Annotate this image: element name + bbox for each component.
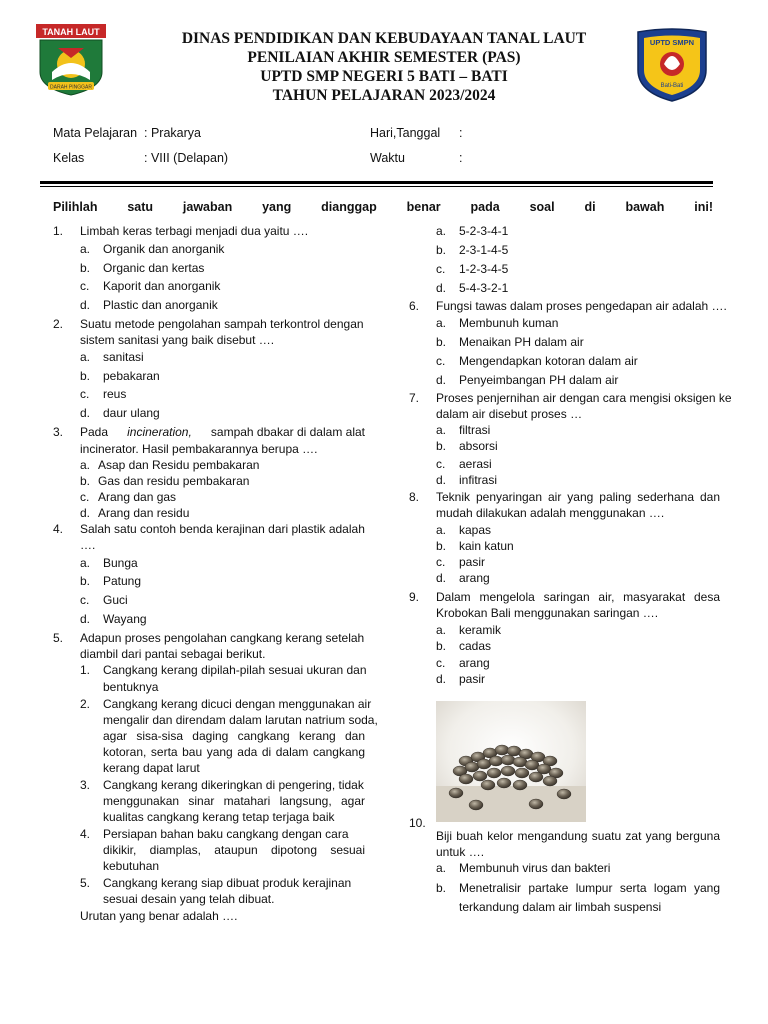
q7-line-2: dalam air disebut proses … xyxy=(436,407,583,421)
q8-line-1: Teknik penyaringan air yang paling sederhana dan xyxy=(436,490,720,504)
q7-number: 7. xyxy=(409,391,420,405)
q3-line-2: incinerator. Hasil pembakarannya berupa …. xyxy=(80,442,318,456)
header-line-4: TAHUN PELAJARAN 2023/2024 xyxy=(272,87,496,104)
q5-opt-d: 5-4-3-2-1 xyxy=(459,281,509,295)
q2-opt-a-letter: a. xyxy=(80,350,91,364)
q10-opt-b-line-2: terkandung dalam air limbah suspensi xyxy=(459,900,662,914)
logo-left-ribbon: DARAH PINGGAR xyxy=(50,84,92,91)
q5-step-2-line-2: mengalir dan direndam dalam larutan natrium soda, xyxy=(103,713,378,727)
q5-opt-a-letter: a. xyxy=(436,224,447,238)
q4-opt-b: Patung xyxy=(103,574,142,588)
q2-opt-c: reus xyxy=(103,387,127,401)
q3-opt-a-letter: a. xyxy=(80,458,91,472)
q8-opt-a: kapas xyxy=(459,523,492,537)
q4-opt-d: Wayang xyxy=(103,612,147,626)
date-value: : xyxy=(459,126,463,140)
header-line-2: PENILAIAN AKHIR SEMESTER (PAS) xyxy=(247,49,521,66)
q8-opt-c: pasir xyxy=(459,555,486,569)
logo-right-title: UPTD SMPN xyxy=(649,38,695,47)
q2-opt-b: pebakaran xyxy=(103,369,160,383)
q10-opt-b-letter: b. xyxy=(436,881,447,895)
q5-step-5-line-2: sesuai desain yang telah dibuat. xyxy=(103,892,275,906)
q5-opt-b-letter: b. xyxy=(436,243,447,257)
q1-opt-d-letter: d. xyxy=(80,298,91,312)
q4-opt-a: Bunga xyxy=(103,556,138,570)
q8-opt-c-letter: c. xyxy=(436,555,446,569)
q3-number: 3. xyxy=(53,425,64,439)
q2-number: 2. xyxy=(53,317,64,331)
q5-closing: Urutan yang benar adalah …. xyxy=(80,909,238,923)
q5-step-3-line-1: Cangkang kerang dikeringkan di pengering, tidak xyxy=(103,778,364,792)
q2-opt-c-letter: c. xyxy=(80,387,90,401)
q6-number: 6. xyxy=(409,299,420,313)
q5-line-2: diambil dari pantai sebagai berikut. xyxy=(80,647,266,661)
q5-step-1-line-2: bentuknya xyxy=(103,680,159,694)
time-label: Waktu xyxy=(370,151,405,165)
q7-opt-d-letter: d. xyxy=(436,473,447,487)
q7-opt-b-letter: b. xyxy=(436,439,447,453)
q10-opt-a-letter: a. xyxy=(436,861,447,875)
q4-line-2: …. xyxy=(80,538,96,552)
q9-opt-b-letter: b. xyxy=(436,639,447,653)
q4-opt-c-letter: c. xyxy=(80,593,90,607)
q7-opt-d: infitrasi xyxy=(459,473,498,487)
q6-opt-a: Membunuh kuman xyxy=(459,316,559,330)
instruction: Pilihlah satu jawaban yang dianggap benar pada soal di bawah ini! xyxy=(53,200,713,214)
q5-line-1: Adapun proses pengolahan cangkang kerang setelah xyxy=(80,631,365,645)
q5-step-4-line-2: dikikir, diamplas, ataupun dipotong sesuai xyxy=(103,843,365,857)
q3-opt-c-letter: c. xyxy=(80,490,90,504)
q8-opt-d-letter: d. xyxy=(436,571,447,585)
q9-opt-a-letter: a. xyxy=(436,623,447,637)
q6-opt-a-letter: a. xyxy=(436,316,447,330)
q6-text: Fungsi tawas dalam proses pengedapan air adalah …. xyxy=(436,299,727,313)
q1-text: Limbah keras terbagi menjadi dua yaitu …. xyxy=(80,224,309,238)
q7-opt-b: absorsi xyxy=(459,439,498,453)
q2-opt-d: daur ulang xyxy=(103,406,160,420)
subject-label: Mata Pelajaran xyxy=(53,126,138,140)
q6-opt-c: Mengendapkan kotoran dalam air xyxy=(459,354,638,368)
q4-number: 4. xyxy=(53,522,64,536)
logo-left-title: TANAH LAUT xyxy=(42,27,100,37)
q3-opt-b: Gas dan residu pembakaran xyxy=(98,474,250,488)
q4-opt-a-letter: a. xyxy=(80,556,91,570)
q5-step-2-number: 2. xyxy=(80,697,91,711)
class-label: Kelas xyxy=(53,151,85,165)
date-label: Hari,Tanggal xyxy=(370,126,441,140)
time-value: : xyxy=(459,151,463,165)
q10-number: 10. xyxy=(409,816,426,830)
q5-step-2-line-1: Cangkang kerang dicuci dengan menggunakan air xyxy=(103,697,372,711)
q3-opt-d: Arang dan residu xyxy=(98,506,190,520)
q9-line-2: Krobokan Bali menggunakan saringan …. xyxy=(436,606,659,620)
q5-opt-c-letter: c. xyxy=(436,262,446,276)
q9-opt-b: cadas xyxy=(459,639,492,653)
q5-step-5-line-1: Cangkang kerang siap dibuat produk kerajinan xyxy=(103,876,352,890)
q10-opt-b-line-1: Menetralisir partake lumpur serta logam yang xyxy=(459,881,720,895)
q5-opt-a: 5-2-3-4-1 xyxy=(459,224,509,238)
q7-opt-c-letter: c. xyxy=(436,457,446,471)
class-value: : VIII (Delapan) xyxy=(144,151,229,165)
q5-step-2-line-3: agar sisa-sisa daging cangkang kerang dan xyxy=(103,729,365,743)
q5-step-3-line-3: kualitas cangkang kerang tetap terjaga baik xyxy=(103,810,335,824)
q9-opt-c: arang xyxy=(459,656,490,670)
q10-line-2: untuk …. xyxy=(436,845,485,859)
q2-line-2: sistem sanitasi yang baik disebut …. xyxy=(80,333,275,347)
q9-number: 9. xyxy=(409,590,420,604)
q9-line-1: Dalam mengelola saringan air, masyarakat desa xyxy=(436,590,720,604)
q3-line-1: Pada incineration, sampah dbakar di dalam alat xyxy=(80,425,365,439)
q9-opt-c-letter: c. xyxy=(436,656,446,670)
q8-line-2: mudah dilakukan adalah menggunakan …. xyxy=(436,506,665,520)
q3-opt-b-letter: b. xyxy=(80,474,91,488)
logo-right-subtitle: Bati-Bati xyxy=(660,83,684,89)
q2-opt-b-letter: b. xyxy=(80,369,91,383)
q5-step-4-number: 4. xyxy=(80,827,91,841)
q5-opt-d-letter: d. xyxy=(436,281,447,295)
q6-opt-b: Menaikan PH dalam air xyxy=(459,335,584,349)
q1-opt-d: Plastic dan anorganik xyxy=(103,298,218,312)
q2-line-1: Suatu metode pengolahan sampah terkontrol dengan xyxy=(80,317,364,331)
q7-line-1: Proses penjernihan air dengan cara mengisi oksigen ke xyxy=(436,391,732,405)
q6-opt-d: Penyeimbangan PH dalam air xyxy=(459,373,619,387)
q1-opt-c-letter: c. xyxy=(80,279,90,293)
q8-opt-b-letter: b. xyxy=(436,539,447,553)
q6-opt-c-letter: c. xyxy=(436,354,446,368)
q7-opt-c: aerasi xyxy=(459,457,492,471)
q2-opt-a: sanitasi xyxy=(103,350,144,364)
q5-step-5-number: 5. xyxy=(80,876,91,890)
q8-opt-b: kain katun xyxy=(459,539,514,553)
q8-opt-d: arang xyxy=(459,571,490,585)
q10-line-1: Biji buah kelor mengandung suatu zat yang berguna xyxy=(436,829,720,843)
q6-opt-b-letter: b. xyxy=(436,335,447,349)
q1-opt-c: Kaporit dan anorganik xyxy=(103,279,221,293)
q1-opt-b-letter: b. xyxy=(80,261,91,275)
header-divider-thick xyxy=(40,181,713,184)
q5-step-1-number: 1. xyxy=(80,663,91,677)
q9-opt-a: keramik xyxy=(459,623,502,637)
q5-step-1-line-1: Cangkang kerang dipilah-pilah sesuai ukuran dan xyxy=(103,663,367,677)
q1-number: 1. xyxy=(53,224,64,238)
q5-step-3-number: 3. xyxy=(80,778,91,792)
q1-opt-b: Organic dan kertas xyxy=(103,261,205,275)
q4-opt-c: Guci xyxy=(103,593,128,607)
q10-opt-a: Membunuh virus dan bakteri xyxy=(459,861,611,875)
subject-value: : Prakarya xyxy=(144,126,201,140)
q5-step-3-line-2: menggunakan sinar matahari langsung, agar xyxy=(103,794,365,808)
q5-step-4-line-1: Persiapan bahan baku cangkang dengan cara xyxy=(103,827,349,841)
header-divider-thin xyxy=(40,186,713,187)
header-line-1: DINAS PENDIDIKAN DAN KEBUDAYAAN TANAL LAUT xyxy=(181,30,587,47)
q5-opt-b: 2-3-1-4-5 xyxy=(459,243,509,257)
q8-number: 8. xyxy=(409,490,420,504)
q6-opt-d-letter: d. xyxy=(436,373,447,387)
q1-opt-a: Organik dan anorganik xyxy=(103,242,225,256)
q9-opt-d-letter: d. xyxy=(436,672,447,686)
q1-opt-a-letter: a. xyxy=(80,242,91,256)
q3-opt-c: Arang dan gas xyxy=(98,490,177,504)
q5-opt-c: 1-2-3-4-5 xyxy=(459,262,509,276)
q2-opt-d-letter: d. xyxy=(80,406,91,420)
header-line-3: UPTD SMP NEGERI 5 BATI – BATI xyxy=(260,68,508,85)
q3-opt-a: Asap dan Residu pembakaran xyxy=(98,458,260,472)
q4-line-1: Salah satu contoh benda kerajinan dari plastik adalah xyxy=(80,522,365,536)
q4-opt-b-letter: b. xyxy=(80,574,91,588)
q5-step-2-line-4: kotoran, serta bau yang ada di dalam cangkang xyxy=(103,745,365,759)
q7-opt-a: filtrasi xyxy=(459,423,491,437)
q5-step-2-line-5: kerang dapat larut xyxy=(103,761,200,775)
q5-number: 5. xyxy=(53,631,64,645)
q7-opt-a-letter: a. xyxy=(436,423,447,437)
q4-opt-d-letter: d. xyxy=(80,612,91,626)
q5-step-4-line-3: kebutuhan xyxy=(103,859,160,873)
q3-opt-d-letter: d. xyxy=(80,506,91,520)
q8-opt-a-letter: a. xyxy=(436,523,447,537)
moringa-seeds-photo xyxy=(436,701,586,822)
q9-opt-d: pasir xyxy=(459,672,486,686)
